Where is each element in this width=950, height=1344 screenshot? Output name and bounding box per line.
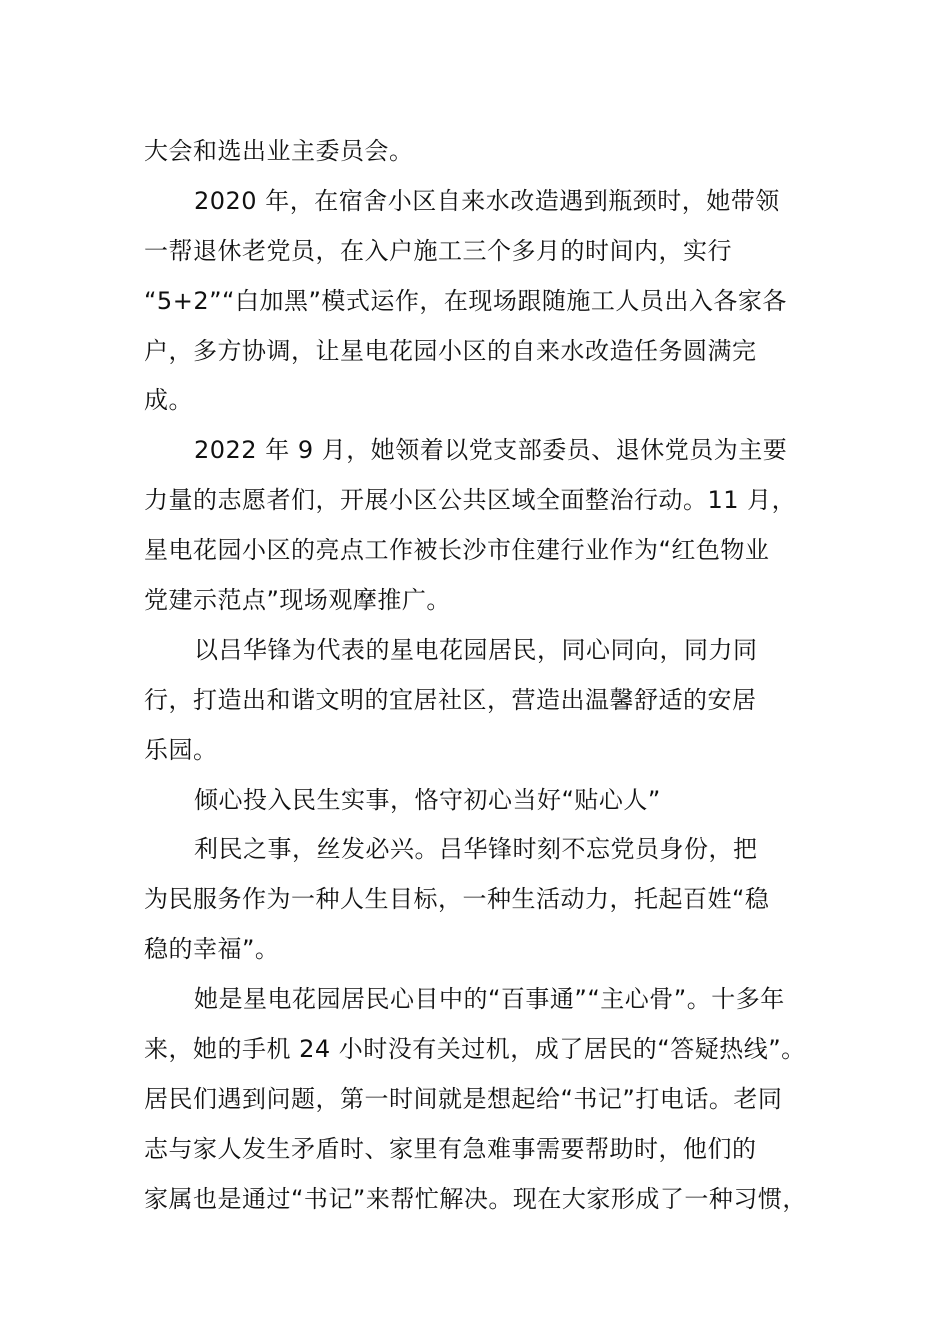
paragraph-start-line: 以吕华锋为代表的星电花园居民，同心同向，同力同: [194, 635, 758, 664]
text-line: 行，打造出和谐文明的宜居社区，营造出温馨舒适的安居: [144, 685, 757, 714]
paragraph-start-line: 2020 年，在宿舍小区自来水改造遇到瓶颈时，她带领: [194, 186, 780, 215]
text-line: 乐园。: [144, 735, 218, 764]
text-line: 一帮退休老党员，在入户施工三个多月的时间内，实行: [144, 236, 732, 265]
text-line: 居民们遇到问题，第一时间就是想起给“书记”打电话。老同: [144, 1084, 783, 1113]
text-line: 志与家人发生矛盾时、家里有急难事需要帮助时，他们的: [144, 1134, 757, 1163]
text-line: 为民服务作为一种人生目标，一种生活动力，托起百姓“稳: [144, 885, 770, 914]
text-line: 稳的幸福”。: [144, 935, 280, 964]
paragraph-start-line: 2022 年 9 月，她领着以党支部委员、退休党员为主要: [194, 436, 788, 465]
section-heading: 倾心投入民生实事，恪守初心当好“贴心人”: [194, 785, 661, 814]
paragraph-start-line: 利民之事，丝发必兴。吕华锋时刻不忘党员身份，把: [194, 835, 758, 864]
body-text: [144, 127, 834, 1225]
text-line: 星电花园小区的亮点工作被长沙市住建行业作为“红色物业: [144, 536, 770, 565]
text-line: 大会和选出业主委员会。: [144, 137, 414, 165]
text-line: 力量的志愿者们，开展小区公共区域全面整治行动。11 月，: [144, 486, 797, 515]
text-line: 成。: [144, 386, 193, 415]
text-line: 家属也是通过“书记”来帮忙解决。现在大家形成了一种习惯，: [144, 1184, 807, 1213]
paragraph-start-line: 她是星电花园居民心目中的“百事通”“主心骨”。十多年: [194, 985, 785, 1014]
text-line: 来，她的手机 24 小时没有关过机，成了居民的“答疑热线”。: [144, 1035, 806, 1064]
text-line: “5+2”“白加黑”模式运作，在现场跟随施工人员出入各家各: [144, 286, 787, 315]
text-line: 党建示范点”现场观摩推广。: [144, 586, 451, 615]
text-line: 户，多方协调，让星电花园小区的自来水改造任务圆满完: [144, 336, 757, 365]
